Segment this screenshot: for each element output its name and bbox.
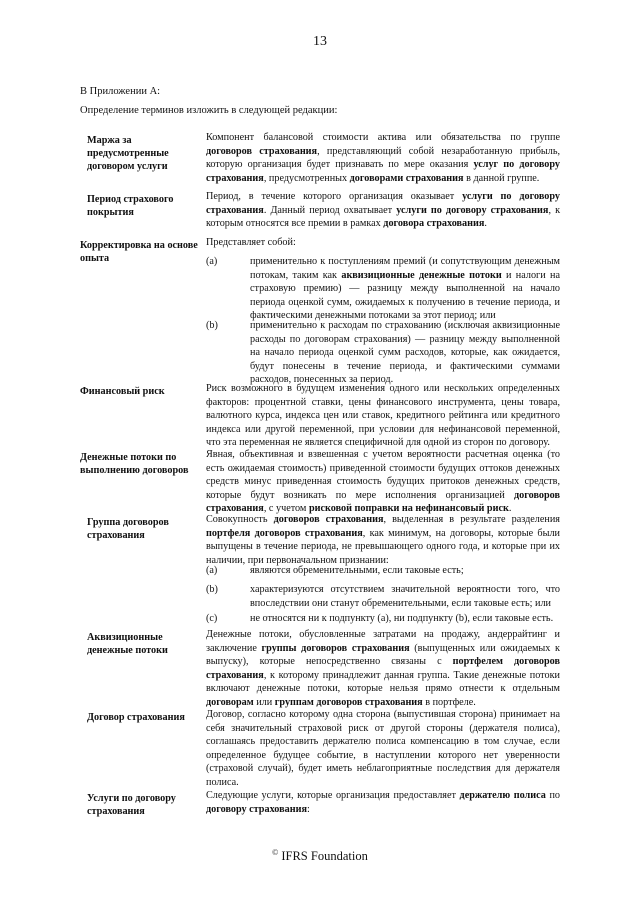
subitem-text bbox=[250, 255, 560, 323]
term-label: Группа договоров страхования bbox=[87, 517, 169, 541]
definition-subitem bbox=[206, 612, 560, 626]
text-run: не относятся ни к подпункту (a), ни подпункту (b), если таковые есть. bbox=[250, 613, 554, 624]
glossary-term-reference: рисковой поправки на нефинансовый риск bbox=[308, 503, 509, 515]
glossary-term-reference: аквизиционные денежные потоки bbox=[341, 269, 502, 281]
subitem-label: (a) bbox=[206, 565, 218, 576]
text-run: применительно к поступлениям премий (и сопутствующим денежным потокам, таким как bbox=[250, 256, 560, 281]
text-run: Риск возможного в будущем изменения одного или нескольких определенных факторов: процентной ставки, цены финансового инструмента, цены товара, валютного курса, индекса цен или ставок, кредитного рейтинга или кредитного индекса или другой переменной, при условии для нефинансовой переменной, что эта переменная не является специфичной для одной из сторон по договору. bbox=[206, 383, 560, 449]
subitem-label: (b) bbox=[206, 320, 218, 331]
instruction-text: Определение терминов изложить в следующей редакции: bbox=[80, 105, 338, 116]
text-run: , предусмотренных bbox=[263, 172, 350, 184]
term-label: Финансовый риск bbox=[80, 386, 165, 397]
text-run: . bbox=[484, 218, 487, 230]
text-run: . Данный период охватывает bbox=[263, 204, 397, 216]
definition-subitem bbox=[206, 583, 560, 610]
subitem-label: (a) bbox=[206, 256, 218, 267]
text-run: и налоги на страховую премию) — разницу между выполненной на начало периода оценкой сумм, ожидаемых к получению в течение периода, и фактическими денежными потоками за этот период; или bbox=[250, 269, 560, 322]
text-run: являются обременительными, если таковые есть; bbox=[250, 565, 464, 576]
definition-subitem bbox=[206, 319, 560, 387]
text-run: Денежные потоки, обусловленные затратами на продажу, андеррайтинг и заключение bbox=[206, 629, 560, 654]
text-run: или bbox=[253, 696, 275, 708]
glossary-term-reference: договорам bbox=[206, 696, 254, 708]
text-run: в портфеле. bbox=[422, 696, 476, 708]
glossary-term-reference: услуги по договору страхования bbox=[206, 191, 560, 216]
text-run: в данной группе. bbox=[463, 172, 540, 184]
text-run: Компонент балансовой стоимости актива или обязательства по группе bbox=[206, 132, 560, 143]
text-run: . bbox=[508, 503, 512, 515]
page-number: 13 bbox=[313, 34, 327, 49]
definition-subitem bbox=[206, 255, 560, 323]
term-definition bbox=[206, 448, 560, 516]
term-label: Договор страхования bbox=[87, 712, 185, 723]
text-run: Следующие услуги, которые организация предоставляет bbox=[206, 790, 460, 801]
term-definition bbox=[206, 628, 560, 709]
term-definition bbox=[206, 708, 560, 789]
text-run: , к которому принадлежит данная группа. Такие денежные потоки включают денежные потоки, которые нельзя прямо отнести к отдельным bbox=[206, 669, 560, 695]
text-run: , представляющий собой незаработанную прибыль, которую организация будет признавать по мере оказания bbox=[206, 145, 561, 171]
term-definition bbox=[206, 382, 560, 450]
text-run: Совокупность bbox=[206, 514, 274, 525]
page-footer bbox=[0, 848, 640, 864]
glossary-term-reference: держателю полиса bbox=[459, 790, 546, 801]
subitem-text bbox=[250, 564, 560, 578]
text-run: применительно к расходам по страхованию (исключая аквизиционные расходы по договорам страхования) — разницу между выполненной на начало периода оценкой сумм расходов, которые, как ожидается, будут понесены в течение периода, и фактическими суммами расходов, понесенных за период. bbox=[250, 320, 560, 386]
glossary-term-reference: договорами страхования bbox=[349, 172, 464, 184]
subitem-text bbox=[250, 583, 560, 610]
glossary-term-reference: портфелем договоров страхования bbox=[206, 656, 560, 681]
term-label: Маржа за предусмотренные договором услуги bbox=[87, 135, 169, 172]
term-definition bbox=[206, 190, 560, 231]
term-definition bbox=[206, 789, 560, 816]
text-run: , к которым относятся все премии в рамках bbox=[206, 204, 561, 230]
term-label: Аквизиционные денежные потоки bbox=[87, 632, 168, 656]
text-run: Период, в течение которого организация оказывает bbox=[206, 191, 463, 202]
text-run: , выделенная в результате разделения bbox=[383, 514, 560, 525]
glossary-term-reference: услуг по договору страхования bbox=[206, 159, 561, 184]
text-run: по bbox=[545, 790, 561, 801]
glossary-term-reference: группы договоров страхования bbox=[261, 642, 410, 654]
term-definition bbox=[206, 513, 560, 567]
glossary-term-reference: договоров страхования bbox=[273, 514, 384, 525]
glossary-term-reference: договора страхования bbox=[383, 218, 485, 230]
text-run: (выпущенных или ожидаемых к выпуску), которые непосредственно связаны с bbox=[206, 642, 560, 668]
text-run: : bbox=[306, 803, 310, 815]
copyright-symbol: © bbox=[272, 848, 279, 857]
glossary-term-reference: договору страхования bbox=[206, 803, 307, 815]
subitem-label: (b) bbox=[206, 584, 218, 595]
term-label: Корректировка на основе опыта bbox=[80, 240, 198, 264]
definition-subitem bbox=[206, 564, 560, 578]
glossary-term-reference: группам договоров страхования bbox=[274, 696, 423, 708]
subitem-text bbox=[250, 319, 560, 387]
glossary-term-reference: договоров страхования bbox=[206, 145, 318, 157]
text-run: характеризуются отсутствием значительной вероятности того, что впоследствии они станут обременительными, если таковые есть; или bbox=[250, 584, 560, 609]
glossary-term-reference: услуги по договору страхования bbox=[396, 204, 549, 216]
term-label: Денежные потоки по выполнению договоров bbox=[80, 452, 189, 476]
subitem-text bbox=[250, 612, 560, 626]
term-label: Услуги по договору страхования bbox=[87, 793, 176, 817]
text-run: Явная, объективная и взвешенная с учетом вероятности расчетная оценка (то есть ожидаемая стоимость) приведенной стоимости будущих оттоков денежных средств минус приведенная стоимость будущих притоков денежных средств, которые будут возникать по мере исполнения организацией bbox=[206, 449, 560, 501]
text-run: , как минимум, на договоры, которые были выпущены в течение периода, не превышающего одного года, и которые при их наличии, при первоначальном признании: bbox=[206, 527, 561, 566]
term-definition-lead: Представляет собой: bbox=[206, 237, 296, 248]
text-run: Договор, согласно которому одна сторона (выпустившая сторона) принимает на себя значительный страховой риск от другой стороны (держателя полиса), соглашаясь предоставить держателю полиса компенсацию в том случае, если определенное будущее событие, в наступлении которого нет уверенности (страховой случай), будет иметь неблагоприятные последствия для держателя полиса. bbox=[206, 709, 560, 788]
footer-text: IFRS Foundation bbox=[281, 849, 368, 864]
text-run: , с учетом bbox=[263, 503, 309, 515]
subitem-label: (c) bbox=[206, 613, 218, 624]
term-definition bbox=[206, 131, 560, 185]
glossary-term-reference: портфеля договоров страхования bbox=[206, 527, 363, 539]
glossary-term-reference: договоров страхования bbox=[206, 489, 560, 515]
term-label: Период страхового покрытия bbox=[87, 194, 174, 218]
appendix-heading: В Приложении А: bbox=[80, 86, 161, 97]
